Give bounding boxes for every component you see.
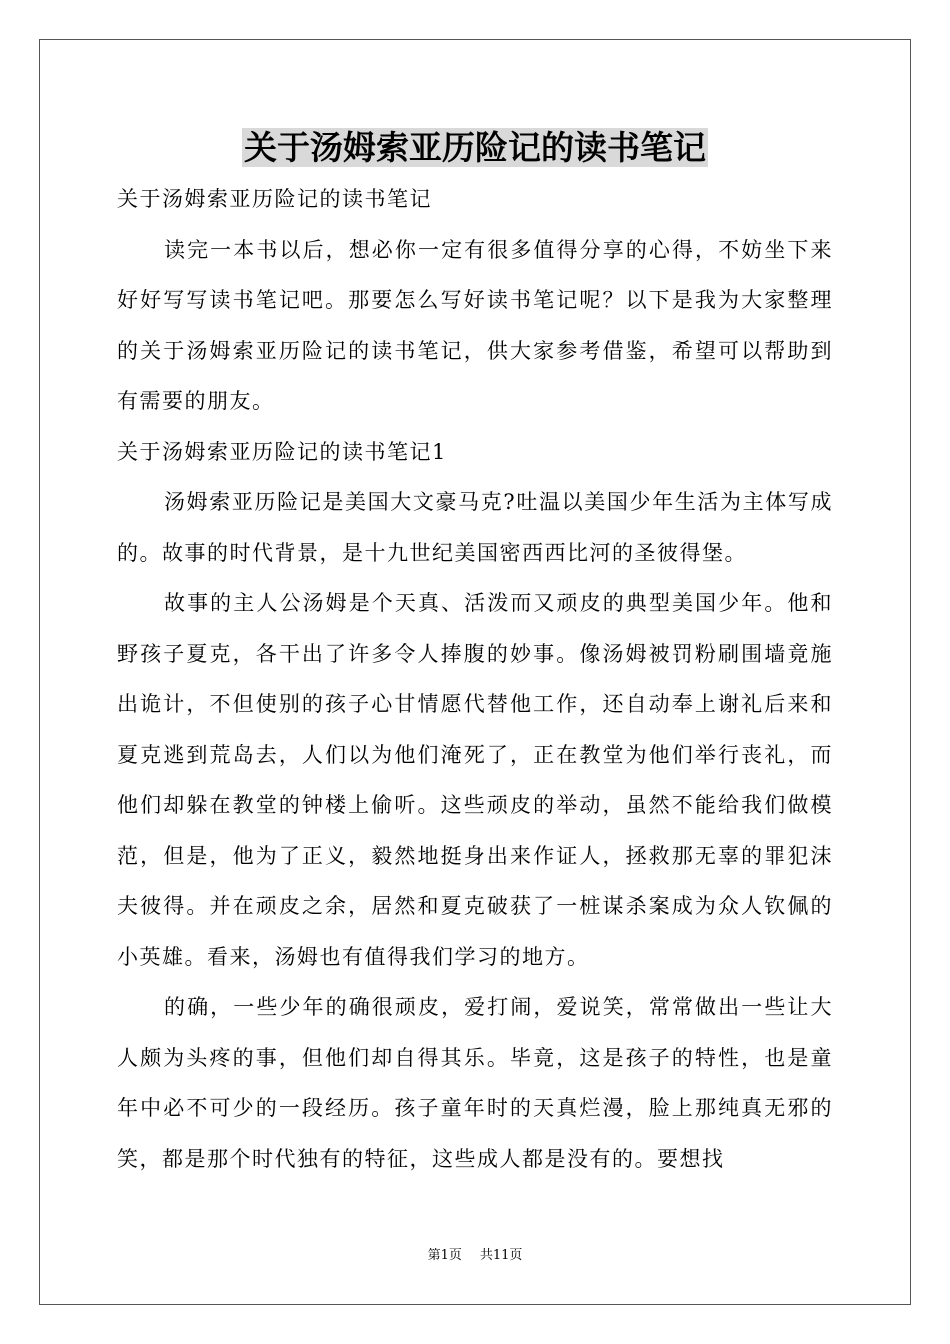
body-paragraph: 故事的主人公汤姆是个天真、活泼而又顽皮的典型美国少年。他和野孩子夏克，各干出了许多令人捧腹的妙事。像汤姆被罚粉刷围墙竟施出诡计，不但使别的孩子心甘情愿代替他工作，还自动奉上谢礼后来和夏克逃到荒岛去，人们以为他们淹死了，正在教堂为他们举行丧礼，而他们却躲在教堂的钟楼上偷听。这些顽皮的举动，虽然不能给我们做模范，但是，他为了正义，毅然地挺身出来作证人，拯救那无辜的罪犯沫夫彼得。并在顽皮之余，居然和夏克破获了一桩谋杀案成为众人钦佩的小英雄。看来，汤姆也有值得我们学习的地方。 xyxy=(117,591,833,969)
document-title: 关于汤姆索亚历险记的读书笔记 xyxy=(244,128,706,167)
body-paragraph: 汤姆索亚历险记是美国大文豪马克?吐温以美国少年生活为主体写成的。故事的时代背景，是十九世纪美国密西西比河的圣彼得堡。 xyxy=(117,490,833,565)
body-paragraph: 读完一本书以后，想必你一定有很多值得分享的心得，不妨坐下来好好写写读书笔记吧。那要怎么写好读书笔记呢？以下是我为大家整理的关于汤姆索亚历险记的读书笔记，供大家参考借鉴，希望可以帮助到有需要的朋友。 xyxy=(117,237,833,413)
body-paragraph: 的确，一些少年的确很顽皮，爱打闹，爱说笑，常常做出一些让大人颇为头疼的事，但他们却自得其乐。毕竟，这是孩子的特性，也是童年中必不可少的一段经历。孩子童年时的天真烂漫，脸上那纯真无邪的笑，都是那个时代独有的特征，这些成人都是没有的。要想找 xyxy=(117,995,833,1171)
section-heading: 关于汤姆索亚历险记的读书笔记1 xyxy=(117,439,447,464)
page-total: 共11页 xyxy=(479,1248,523,1263)
page-number: 第1页 xyxy=(427,1248,462,1263)
section-heading: 关于汤姆索亚历险记的读书笔记 xyxy=(117,187,432,211)
document-body xyxy=(117,174,833,1184)
page-footer xyxy=(0,1247,950,1265)
